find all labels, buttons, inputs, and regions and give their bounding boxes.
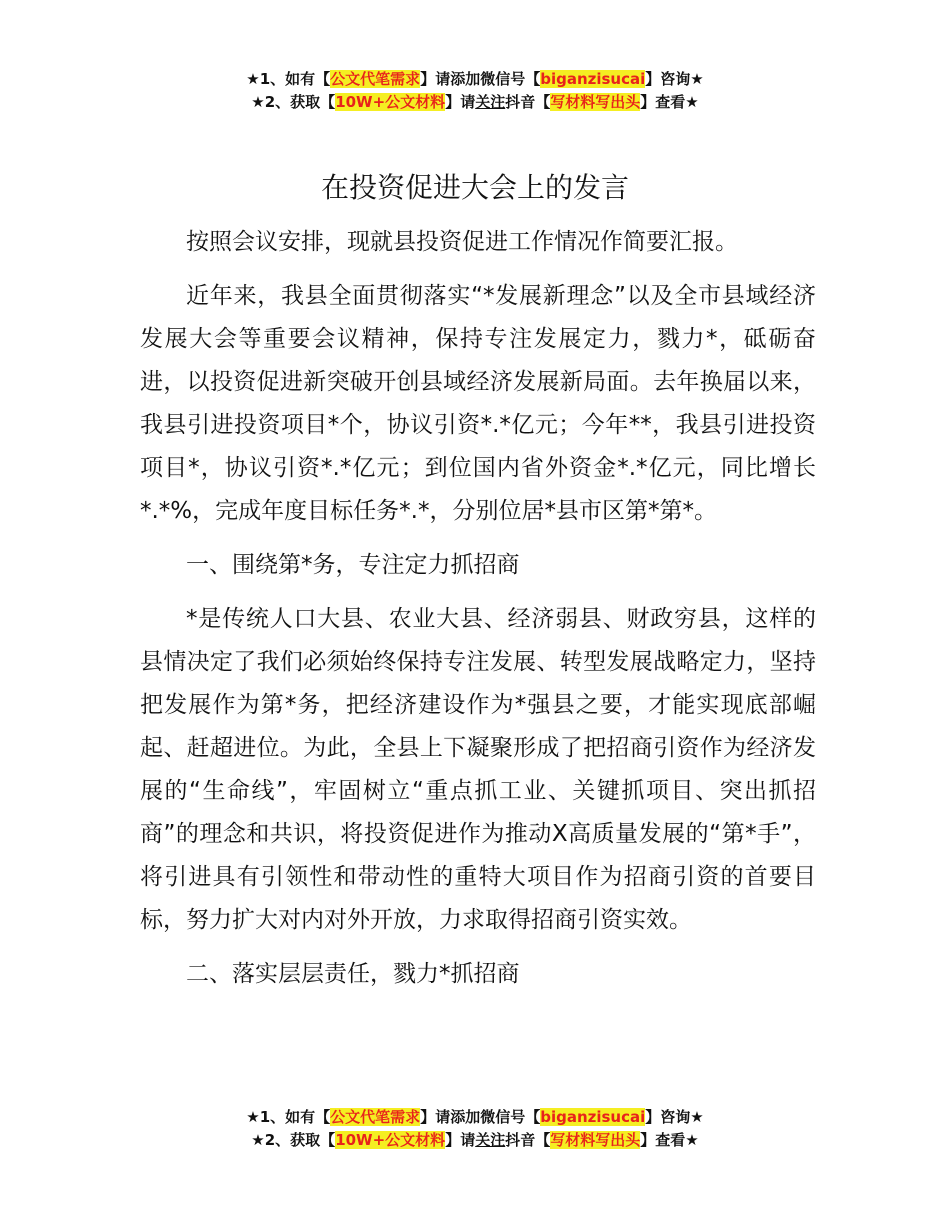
promo-highlight: 公文代笔需求 bbox=[330, 1108, 421, 1126]
paragraph-intro: 按照会议安排，现就县投资促进工作情况作简要汇报。 bbox=[186, 229, 738, 255]
promo-line-1: ★1、如有【公文代笔需求】请添加微信号【biganzisucai】咨询★ bbox=[246, 1108, 704, 1126]
wechat-id-highlight: biganzisucai bbox=[540, 1108, 646, 1126]
douyin-account-highlight: 写材料写出头 bbox=[550, 93, 641, 111]
document-body bbox=[140, 221, 816, 1007]
document-title: 在投资促进大会上的发言 bbox=[320, 171, 629, 204]
promo-line-1: ★1、如有【公文代笔需求】请添加微信号【biganzisucai】咨询★ bbox=[246, 70, 704, 88]
wechat-id-highlight: biganzisucai bbox=[540, 70, 646, 88]
section-heading-1: 一、围绕第*务，专注定力抓招商 bbox=[186, 552, 520, 578]
footer-promo-banner bbox=[0, 1106, 950, 1152]
header-promo-banner bbox=[0, 68, 950, 114]
promo-highlight: 公文代笔需求 bbox=[330, 70, 421, 88]
douyin-account-highlight: 写材料写出头 bbox=[550, 1131, 641, 1149]
promo-line-2: ★2、获取【10W+公文材料】请关注抖音【写材料写出头】查看★ bbox=[251, 93, 699, 111]
promo-highlight: 10W+公文材料 bbox=[335, 1131, 446, 1149]
paragraph-overview: 近年来，我县全面贯彻落实“*发展新理念”以及全市县域经济发展大会等重要会议精神，保持专注发展定力，戮力*，砥砺奋进，以投资促进新突破开创县域经济发展新局面。去年换届以来，我县引进投资项目*个，协议引资*.*亿元；今年**，我县引进投资项目*，协议引资*.*亿元；到位国内省外资金*.*亿元，同比增长*.*%，完成年度目标任务*.*，分别位居*县市区第*第*。 bbox=[140, 283, 816, 524]
follow-underlined: 关注 bbox=[475, 93, 506, 111]
section-heading-2: 二、落实层层责任，戮力*抓招商 bbox=[186, 961, 520, 987]
paragraph-section-1: *是传统人口大县、农业大县、经济弱县、财政穷县，这样的县情决定了我们必须始终保持专注发展、转型发展战略定力，坚持把发展作为第*务，把经济建设作为*强县之要，才能实现底部崛起、赶超进位。为此，全县上下凝聚形成了把招商引资作为经济发展的“生命线”，牢固树立“重点抓工业、关键抓项目、突出抓招商”的理念和共识，将投资促进作为推动X高质量发展的“第*手”，将引进具有引领性和带动性的重特大项目作为招商引资的首要目标，努力扩大对内对外开放，力求取得招商引资实效。 bbox=[140, 606, 816, 933]
promo-line-2: ★2、获取【10W+公文材料】请关注抖音【写材料写出头】查看★ bbox=[251, 1131, 699, 1149]
promo-highlight: 10W+公文材料 bbox=[335, 93, 446, 111]
follow-underlined: 关注 bbox=[475, 1131, 506, 1149]
